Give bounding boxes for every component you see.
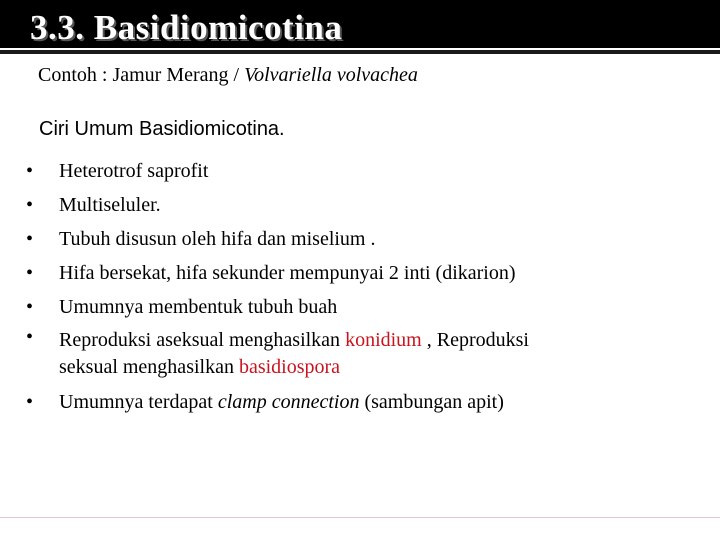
bullet-icon: •: [26, 228, 34, 250]
reproduction-text-1: Reproduksi aseksual menghasilkan: [59, 329, 346, 351]
list-item: [0, 290, 700, 324]
footer-divider: [0, 517, 720, 518]
bullet-icon: •: [26, 194, 34, 216]
reproduction-text-2: , Reproduksi: [421, 329, 529, 351]
bullet-icon: •: [26, 326, 34, 348]
list-item: [0, 222, 700, 256]
example-prefix: Contoh : Jamur Merang /: [38, 64, 245, 86]
characteristics-list: [0, 154, 700, 419]
section-subtitle: Ciri Umum Basidiomicotina.: [39, 118, 285, 140]
list-item-text: Heterotrof saprofit: [59, 160, 209, 182]
list-item-text: Tubuh disusun oleh hifa dan miselium .: [59, 228, 376, 250]
example-line: [38, 62, 418, 88]
clamp-text-after: (sambungan apit): [359, 391, 504, 413]
example-species: Volvariella volvachea: [244, 64, 418, 86]
list-item: [0, 154, 700, 188]
list-item-text: Umumnya membentuk tubuh buah: [59, 296, 338, 318]
list-item-text: Multiseluler.: [59, 194, 161, 216]
reproduction-text-3: seksual menghasilkan: [59, 356, 239, 378]
clamp-text-before: Umumnya terdapat: [59, 391, 218, 413]
list-item: [0, 188, 700, 222]
slide-title: 3.3. Basidiomicotina: [30, 8, 343, 47]
list-item: [0, 256, 700, 290]
list-item-clamp: [0, 385, 700, 419]
bullet-icon: •: [26, 296, 34, 318]
bullet-icon: •: [26, 391, 34, 413]
term-konidium: konidium: [345, 329, 422, 351]
list-item-reproduction: [0, 324, 700, 385]
bullet-icon: •: [26, 160, 34, 182]
bullet-icon: •: [26, 262, 34, 284]
title-bar: [0, 0, 720, 48]
term-clamp-connection: clamp connection: [217, 391, 360, 413]
term-basidiospora: basidiospora: [238, 356, 341, 378]
list-item-text: Hifa bersekat, hifa sekunder mempunyai 2 inti (dikarion): [59, 262, 516, 284]
title-divider: [0, 50, 720, 54]
